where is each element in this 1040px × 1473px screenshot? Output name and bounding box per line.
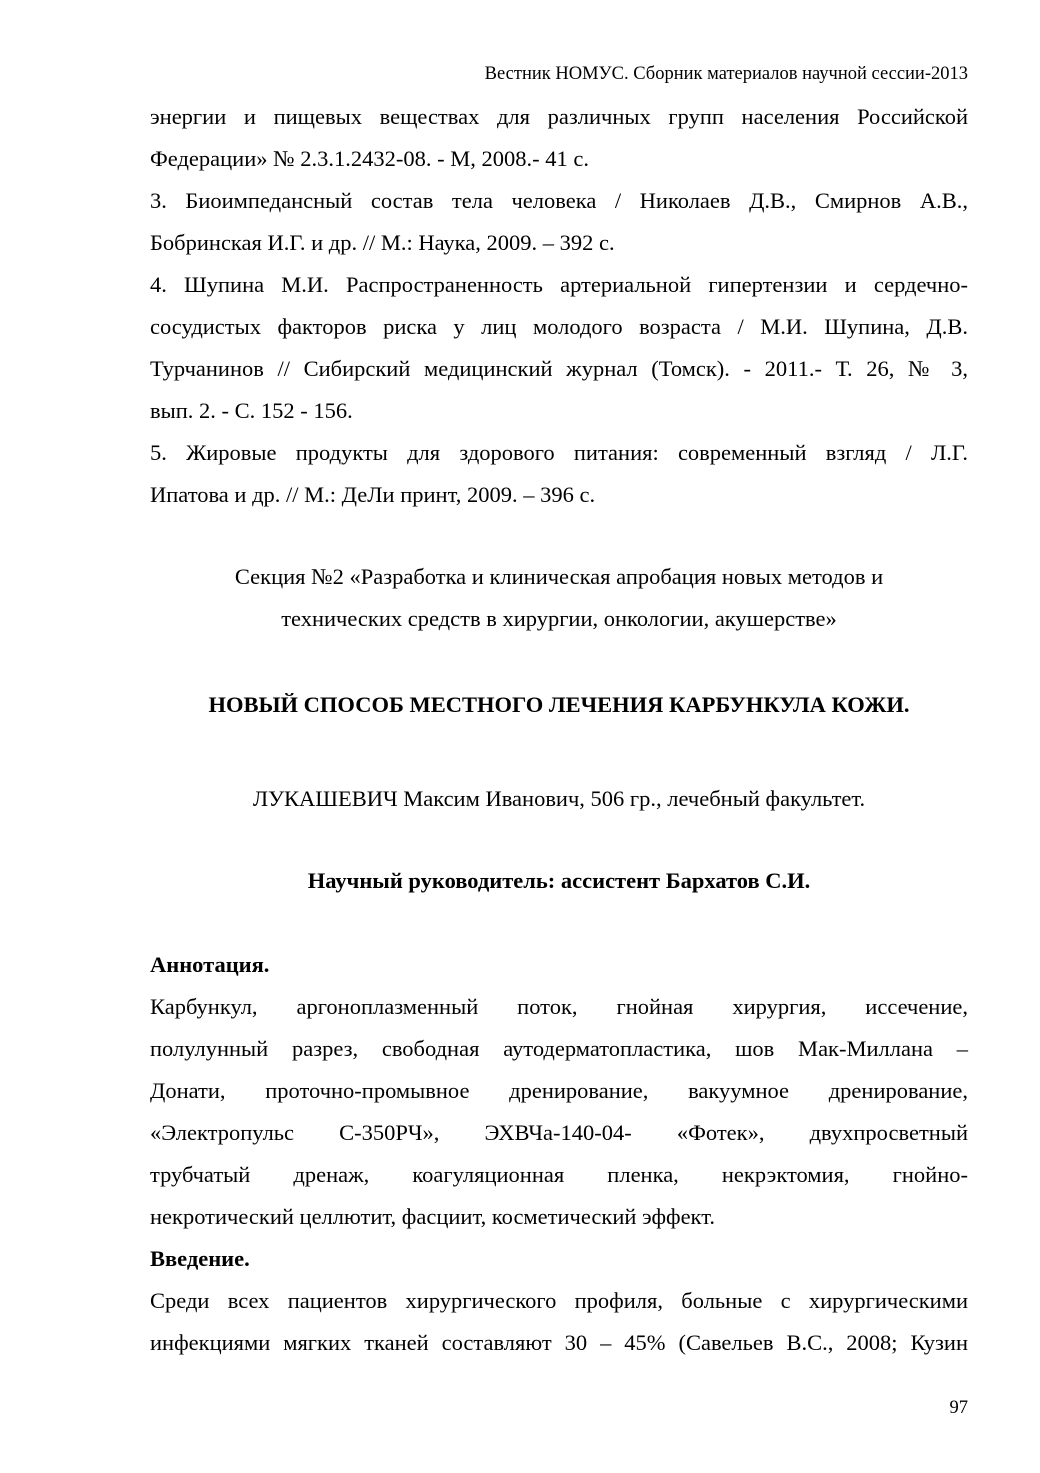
annotation-line: Донати, проточно-промывное дренирование, вакуумное дренирование, xyxy=(150,1078,968,1103)
running-header: Вестник НОМУС. Сборник материалов научной сессии-2013 xyxy=(484,64,968,84)
section-heading xyxy=(150,556,968,640)
article-title: НОВЫЙ СПОСОБ МЕСТНОГО ЛЕЧЕНИЯ КАРБУНКУЛА КОЖИ. xyxy=(208,692,910,717)
reference-item-3 xyxy=(150,180,968,264)
reference-line: сосудистых факторов риска у лиц молодого возраста / М.И. Шупина, Д.В. xyxy=(150,314,968,339)
reference-line: Федерации» № 2.3.1.2432-08. - М, 2008.- 41 с. xyxy=(150,146,589,171)
intro-line: Среди всех пациентов хирургического профиля, больные с хирургическими xyxy=(150,1288,968,1313)
annotation-keywords xyxy=(150,986,968,1238)
reference-line: вып. 2. - С. 152 - 156. xyxy=(150,398,353,423)
reference-item-5 xyxy=(150,432,968,516)
annotation-line: полулунный разрез, свободная аутодерматопластика, шов Мак-Миллана – xyxy=(150,1036,968,1061)
reference-line: энергии и пищевых веществах для различных групп населения Российской xyxy=(150,104,968,129)
page-number: 97 xyxy=(949,1398,968,1418)
reference-line: Турчанинов // Сибирский медицинский журнал (Томск). - 2011.- Т. 26, № 3, xyxy=(150,356,968,381)
intro-heading: Введение. xyxy=(150,1246,250,1271)
reference-line: Ипатова и др. // М.: ДеЛи принт, 2009. – 396 с. xyxy=(150,482,596,507)
annotation-line: Карбункул, аргоноплазменный поток, гнойная хирургия, иссечение, xyxy=(150,994,968,1019)
annotation-line: некротический целлютит, фасциит, косметический эффект. xyxy=(150,1204,715,1229)
article-author: ЛУКАШЕВИЧ Максим Иванович, 506 гр., лечебный факультет. xyxy=(252,786,866,811)
annotation-line: «Электропульс С-350РЧ», ЭХВЧа-140-04- «Фотек», двухпросветный xyxy=(150,1120,968,1145)
section-line: Секция №2 «Разработка и клиническая апробация новых методов и xyxy=(234,564,884,589)
reference-item-4 xyxy=(150,264,968,432)
reference-line: 3. Биоимпедансный состав тела человека / Николаев Д.В., Смирнов А.В., xyxy=(150,188,968,213)
section-line: технических средств в хирургии, онкологии, акушерстве» xyxy=(281,606,837,631)
annotation-heading: Аннотация. xyxy=(150,952,270,977)
reference-line: 4. Шупина М.И. Распространенность артериальной гипертензии и сердечно- xyxy=(150,272,968,297)
reference-line: Бобринская И.Г. и др. // М.: Наука, 2009. – 392 с. xyxy=(150,230,615,255)
annotation-line: трубчатый дренаж, коагуляционная пленка, некрэктомия, гнойно- xyxy=(150,1162,968,1187)
intro-paragraph xyxy=(150,1280,968,1364)
intro-line: инфекциями мягких тканей составляют 30 – 45% (Савельев В.С., 2008; Кузин xyxy=(150,1330,968,1355)
article-supervisor: Научный руководитель: ассистент Бархатов С.И. xyxy=(307,868,811,893)
page-body xyxy=(150,96,968,1364)
reference-continued xyxy=(150,96,968,180)
reference-line: 5. Жировые продукты для здорового питания: современный взгляд / Л.Г. xyxy=(150,440,968,465)
